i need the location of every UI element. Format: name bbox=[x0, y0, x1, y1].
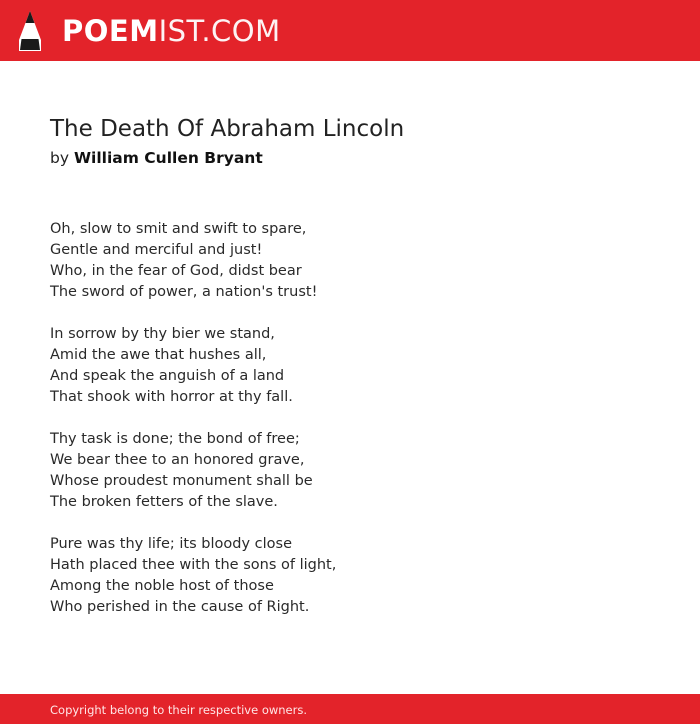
poem-line: The sword of power, a nation's trust! bbox=[50, 284, 318, 300]
poem-line: We bear thee to an honored grave, bbox=[50, 452, 305, 468]
poem-body bbox=[50, 219, 650, 639]
site-header bbox=[0, 0, 700, 61]
poem-line: Gentle and merciful and just! bbox=[50, 242, 263, 258]
pencil-tip-icon bbox=[18, 10, 42, 52]
author-link[interactable]: William Cullen Bryant bbox=[73, 149, 263, 167]
poem-line: Amid the awe that hushes all, bbox=[50, 347, 267, 363]
stanza bbox=[50, 219, 650, 303]
poem-line: Pure was thy life; its bloody close bbox=[50, 536, 292, 552]
logo-text bbox=[62, 13, 281, 48]
site-logo-link[interactable] bbox=[18, 10, 281, 52]
logo-text-light: IST.COM bbox=[158, 13, 281, 48]
poem-line: In sorrow by thy bier we stand, bbox=[50, 326, 275, 342]
poem-line: Whose proudest monument shall be bbox=[50, 473, 313, 489]
byline-prefix: by bbox=[50, 149, 70, 167]
poem-line: Oh, slow to smit and swift to spare, bbox=[50, 221, 307, 237]
poem-line: Among the noble host of those bbox=[50, 578, 274, 594]
byline bbox=[50, 149, 263, 167]
logo-text-bold: POEM bbox=[62, 13, 159, 48]
poem-line: Thy task is done; the bond of free; bbox=[50, 431, 300, 447]
poem-line: The broken fetters of the slave. bbox=[50, 494, 278, 510]
poem-line: Who, in the fear of God, didst bear bbox=[50, 263, 302, 279]
poem-line: That shook with horror at thy fall. bbox=[50, 389, 293, 405]
stanza bbox=[50, 429, 650, 513]
poem-line: Hath placed thee with the sons of light, bbox=[50, 557, 337, 573]
poem-line: And speak the anguish of a land bbox=[50, 368, 285, 384]
poem-line: Who perished in the cause of Right. bbox=[50, 599, 310, 615]
stanza bbox=[50, 324, 650, 408]
stanza bbox=[50, 534, 650, 618]
poem-title: The Death Of Abraham Lincoln bbox=[50, 116, 405, 142]
copyright-text: Copyright belong to their respective owners. bbox=[50, 703, 308, 717]
site-footer bbox=[0, 694, 700, 724]
